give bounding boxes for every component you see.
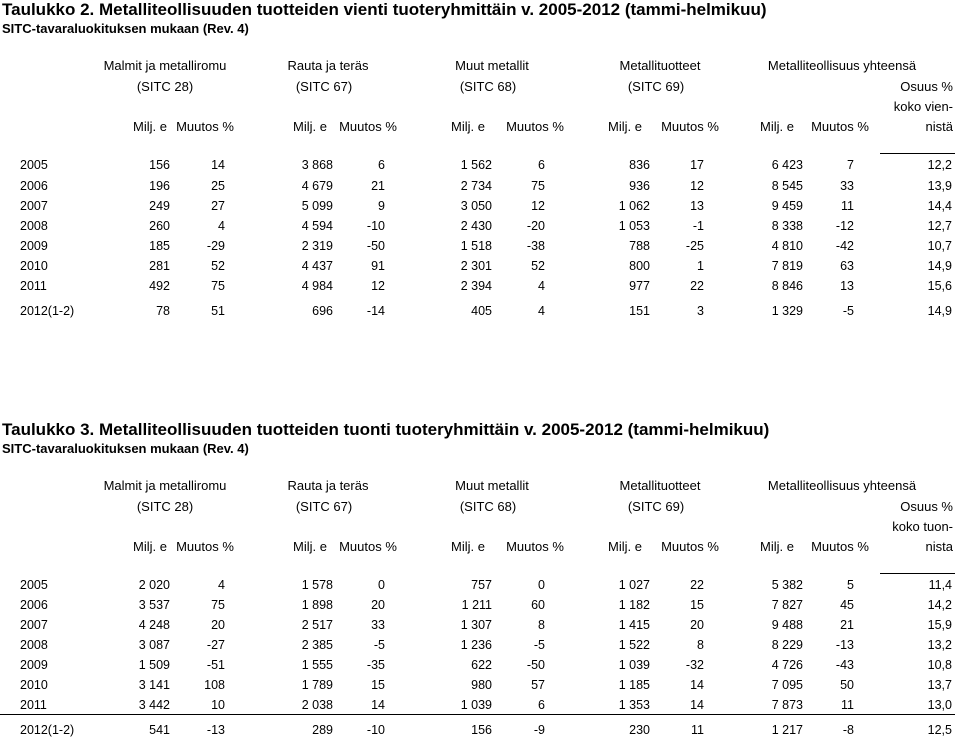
table3-cell: 11,4: [928, 578, 952, 592]
table2-cell: 4 984: [301, 279, 333, 293]
table3-title: Taulukko 3. Metalliteollisuuden tuotteiden tuonti tuoteryhmittäin v. 2005-2012 (tammi-helmikuu): [2, 420, 770, 439]
table2-cell: 14,9: [927, 259, 952, 273]
table2-change-label: Muutos %: [661, 119, 719, 134]
table2-group-name: Rauta ja teräs: [287, 58, 369, 73]
table2-cell: 9: [378, 199, 385, 213]
table3-subtitle: SITC-tavaraluokituksen mukaan (Rev. 4): [2, 441, 249, 456]
table2-group-code: (SITC 28): [136, 79, 194, 94]
table2-cell: 2 394: [460, 279, 492, 293]
table3-row-year: 2012(1-2): [20, 723, 75, 737]
table2-cell: 52: [211, 259, 225, 273]
table3-cell: 5 382: [771, 578, 803, 592]
table3-row-year: 2010: [20, 678, 48, 692]
table2-cell: 33: [840, 179, 854, 193]
table2-row-year: 2007: [20, 199, 48, 213]
table3-group-code: (SITC 68): [459, 499, 517, 514]
table2-cell: -12: [835, 219, 854, 233]
table3-cell: 0: [538, 578, 545, 592]
table3-cell: 1 039: [460, 698, 492, 712]
table3-cell: 1 307: [460, 618, 492, 632]
table2-header-rule: [880, 153, 955, 154]
table3-group-name: Malmit ja metalliromu: [103, 478, 227, 493]
table3-row-year: 2005: [20, 578, 48, 592]
table3-cell: 20: [211, 618, 225, 632]
table3-cell: 622: [471, 658, 492, 672]
table3-cell: 1 789: [301, 678, 333, 692]
table2-row-year: 2012(1-2): [20, 304, 75, 318]
table3-unit-label: Milj. e: [133, 539, 167, 554]
table2-cell: 2 430: [460, 219, 492, 233]
table2-group-code: (SITC 67): [295, 79, 353, 94]
table2-unit-label: Milj. e: [760, 119, 794, 134]
table2-cell: 91: [371, 259, 385, 273]
table2-row-year: 2006: [20, 179, 48, 193]
table3-cell: 13,7: [927, 678, 952, 692]
table3-change-label: Muutos %: [811, 539, 869, 554]
table2-cell: 17: [690, 158, 704, 172]
table3-cell: 4 726: [771, 658, 803, 672]
table2-cell: -5: [842, 304, 854, 318]
table2-cell: 4: [538, 304, 545, 318]
table2-unit-label: Milj. e: [133, 119, 167, 134]
table2-cell: 63: [840, 259, 854, 273]
table3-cell: 8: [697, 638, 704, 652]
table3-cell: 1 555: [301, 658, 333, 672]
table2-cell: -50: [366, 239, 385, 253]
table3-cell: 15: [690, 598, 704, 612]
table2-row-year: 2008: [20, 219, 48, 233]
table3-unit-label: Milj. e: [760, 539, 794, 554]
table2-cell: 75: [531, 179, 545, 193]
table3-cell: -9: [533, 723, 545, 737]
table3-cell: 15: [371, 678, 385, 692]
table2-group-name: Malmit ja metalliromu: [103, 58, 227, 73]
table2-cell: 12: [371, 279, 385, 293]
table3-group-code: (SITC 67): [295, 499, 353, 514]
table3-cell: 2 517: [301, 618, 333, 632]
table2-cell: 6 423: [771, 158, 803, 172]
table2-row-year: 2009: [20, 239, 48, 253]
table3-bottom-rule: [0, 714, 955, 715]
table2-unit-label: Milj. e: [451, 119, 485, 134]
table2-cell: 249: [149, 199, 170, 213]
table3-cell: 1 236: [460, 638, 492, 652]
table3-cell: -32: [685, 658, 704, 672]
table2-cell: -20: [526, 219, 545, 233]
table2-cell: 492: [149, 279, 170, 293]
table2-cell: 977: [629, 279, 650, 293]
table3-cell: 10: [211, 698, 225, 712]
table2-change-label: Muutos %: [811, 119, 869, 134]
table2-group-name: Metalliteollisuus yhteensä: [767, 58, 917, 73]
table3-unit-label: Milj. e: [608, 539, 642, 554]
table3-unit-label: Milj. e: [293, 539, 327, 554]
table3-share-header: nista: [925, 539, 953, 554]
table2-cell: 12,7: [927, 219, 952, 233]
table3-cell: 1 027: [618, 578, 650, 592]
table3-cell: 1 039: [618, 658, 650, 672]
table3-group-name: Metalliteollisuus yhteensä: [767, 478, 917, 493]
table2-share-header: koko vien-: [893, 99, 953, 114]
table3-cell: -5: [533, 638, 545, 652]
table3-row-year: 2006: [20, 598, 48, 612]
table2-unit-label: Milj. e: [608, 119, 642, 134]
table3-cell: 8 229: [771, 638, 803, 652]
table3-group-code: (SITC 69): [627, 499, 685, 514]
table3-row-year: 2007: [20, 618, 48, 632]
table2-cell: 12,2: [927, 158, 952, 172]
table2-cell: 260: [149, 219, 170, 233]
table3-cell: -50: [526, 658, 545, 672]
table2-cell: -1: [692, 219, 704, 233]
table3-cell: 33: [371, 618, 385, 632]
table2-cell: 9 459: [771, 199, 803, 213]
table3-cell: 757: [471, 578, 492, 592]
table3-change-label: Muutos %: [176, 539, 234, 554]
table3-cell: 6: [538, 698, 545, 712]
table2-cell: 13: [690, 199, 704, 213]
table2-cell: 4: [218, 219, 225, 233]
table3-cell: 14: [690, 678, 704, 692]
table3-row-year: 2009: [20, 658, 48, 672]
table2-cell: 405: [471, 304, 492, 318]
table2-cell: 2 734: [460, 179, 492, 193]
table2-cell: -14: [366, 304, 385, 318]
table2-cell: 12: [531, 199, 545, 213]
table3-cell: 60: [531, 598, 545, 612]
table3-cell: 15,9: [927, 618, 952, 632]
table2-cell: 4: [538, 279, 545, 293]
table2-group-name: Muut metallit: [455, 58, 529, 73]
table2-cell: 1 562: [460, 158, 492, 172]
table2-group-code: (SITC 69): [627, 79, 685, 94]
table3-cell: -8: [842, 723, 854, 737]
table2-cell: 151: [629, 304, 650, 318]
table3-cell: 20: [690, 618, 704, 632]
table3-cell: -13: [835, 638, 854, 652]
table3-cell: 1 415: [618, 618, 650, 632]
table3-cell: 20: [371, 598, 385, 612]
table3-cell: 4: [218, 578, 225, 592]
table3-cell: 14: [371, 698, 385, 712]
table2-cell: 51: [211, 304, 225, 318]
table2-cell: 936: [629, 179, 650, 193]
table3-group-name: Muut metallit: [455, 478, 529, 493]
table2-cell: 8 846: [771, 279, 803, 293]
table3-cell: -43: [835, 658, 854, 672]
table2-change-label: Muutos %: [506, 119, 564, 134]
table2-cell: 7 819: [771, 259, 803, 273]
table2-cell: -42: [835, 239, 854, 253]
table3-cell: 12,5: [927, 723, 952, 737]
table2-cell: -10: [366, 219, 385, 233]
table2-cell: 52: [531, 259, 545, 273]
table3-cell: 1 898: [301, 598, 333, 612]
table3-cell: 3 087: [138, 638, 170, 652]
table2-cell: 696: [312, 304, 333, 318]
table3-cell: 1 182: [618, 598, 650, 612]
table3-row-year: 2008: [20, 638, 48, 652]
table2-title: Taulukko 2. Metalliteollisuuden tuotteiden vienti tuoteryhmittäin v. 2005-2012 (tammi-helmikuu): [2, 0, 767, 19]
table2-cell: 14: [211, 158, 225, 172]
table3-cell: 45: [840, 598, 854, 612]
table3-cell: 3 442: [138, 698, 170, 712]
table2-row-year: 2011: [20, 279, 47, 293]
table2-cell: 156: [149, 158, 170, 172]
table3-cell: 2 038: [301, 698, 333, 712]
table2-cell: 13: [840, 279, 854, 293]
table3-change-label: Muutos %: [661, 539, 719, 554]
table3-cell: 1 509: [138, 658, 170, 672]
table3-cell: 4 248: [138, 618, 170, 632]
table2-cell: 2 301: [460, 259, 492, 273]
table3-row-year: 2011: [20, 698, 47, 712]
table3-cell: 9 488: [771, 618, 803, 632]
table3-cell: -13: [206, 723, 225, 737]
table2-unit-label: Milj. e: [293, 119, 327, 134]
table2-cell: 8 338: [771, 219, 803, 233]
table3-cell: 980: [471, 678, 492, 692]
table3-cell: 22: [690, 578, 704, 592]
table3-cell: 57: [531, 678, 545, 692]
table3-cell: 14,2: [927, 598, 952, 612]
table3-cell: -5: [373, 638, 385, 652]
table2-cell: 3 050: [460, 199, 492, 213]
table3-cell: 2 020: [138, 578, 170, 592]
table2-cell: 6: [538, 158, 545, 172]
table3-cell: 21: [840, 618, 854, 632]
table3-cell: 7 095: [771, 678, 803, 692]
table3-change-label: Muutos %: [506, 539, 564, 554]
table2-cell: 1 062: [618, 199, 650, 213]
table2-cell: 78: [156, 304, 170, 318]
table3-cell: 1 522: [618, 638, 650, 652]
table3-cell: 5: [847, 578, 854, 592]
table2-cell: -38: [526, 239, 545, 253]
table2-cell: 788: [629, 239, 650, 253]
table3-cell: 13,2: [927, 638, 952, 652]
table3-cell: 108: [204, 678, 225, 692]
table2-cell: 4 437: [301, 259, 333, 273]
table2-cell: 800: [629, 259, 650, 273]
table2-cell: -25: [685, 239, 704, 253]
table3-cell: 230: [629, 723, 650, 737]
table2-cell: 2 319: [301, 239, 333, 253]
table3-cell: 50: [840, 678, 854, 692]
table3-group-name: Rauta ja teräs: [287, 478, 369, 493]
table3-cell: -35: [366, 658, 385, 672]
table2-cell: 14,4: [927, 199, 952, 213]
table2-subtitle: SITC-tavaraluokituksen mukaan (Rev. 4): [2, 21, 249, 36]
table3-cell: -27: [206, 638, 225, 652]
table3-cell: 8: [538, 618, 545, 632]
table2-row-year: 2005: [20, 158, 48, 172]
table2-cell: 281: [149, 259, 170, 273]
table2-cell: 5 099: [301, 199, 333, 213]
table2-cell: 4 594: [301, 219, 333, 233]
table2-cell: 27: [211, 199, 225, 213]
table2-cell: 6: [378, 158, 385, 172]
table3-group-code: (SITC 28): [136, 499, 194, 514]
table3-cell: 7 873: [771, 698, 803, 712]
table2-cell: 1 518: [460, 239, 492, 253]
table2-cell: 22: [690, 279, 704, 293]
table2-cell: 7: [847, 158, 854, 172]
table2-cell: 1 329: [771, 304, 803, 318]
table3-cell: 2 385: [301, 638, 333, 652]
table3-cell: 289: [312, 723, 333, 737]
table3-cell: 1 578: [301, 578, 333, 592]
table2-cell: 11: [841, 199, 854, 213]
table2-group-name: Metallituotteet: [619, 58, 701, 73]
table2-cell: 12: [690, 179, 704, 193]
table3-cell: 11: [691, 723, 704, 737]
table3-cell: 13,0: [927, 698, 952, 712]
table3-cell: 1 217: [771, 723, 803, 737]
table3-cell: 11: [841, 698, 854, 712]
table2-cell: 4 810: [771, 239, 803, 253]
table2-cell: 8 545: [771, 179, 803, 193]
table2-cell: 75: [211, 279, 225, 293]
table3-cell: -51: [206, 658, 225, 672]
table2-cell: 4 679: [301, 179, 333, 193]
table3-cell: 3 141: [138, 678, 170, 692]
table3-cell: 0: [378, 578, 385, 592]
table2-cell: 25: [211, 179, 225, 193]
table2-cell: 1 053: [618, 219, 650, 233]
table3-cell: -10: [366, 723, 385, 737]
table2-cell: 10,7: [927, 239, 952, 253]
table2-share-header: Osuus %: [900, 79, 953, 94]
table3-cell: 156: [471, 723, 492, 737]
table3-cell: 14: [690, 698, 704, 712]
table2-cell: 21: [371, 179, 385, 193]
table3-unit-label: Milj. e: [451, 539, 485, 554]
table3-cell: 75: [211, 598, 225, 612]
table3-cell: 10,8: [927, 658, 952, 672]
table3-cell: 3 537: [138, 598, 170, 612]
table3-cell: 7 827: [771, 598, 803, 612]
table2-cell: 14,9: [927, 304, 952, 318]
table2-row-year: 2010: [20, 259, 48, 273]
table3-cell: 1 211: [461, 598, 492, 612]
table2-cell: 3 868: [301, 158, 333, 172]
table2-cell: 196: [149, 179, 170, 193]
table2-cell: 3: [697, 304, 704, 318]
table3-change-label: Muutos %: [339, 539, 397, 554]
table2-cell: -29: [206, 239, 225, 253]
table2-change-label: Muutos %: [339, 119, 397, 134]
table3-group-name: Metallituotteet: [619, 478, 701, 493]
table2-cell: 13,9: [927, 179, 952, 193]
table2-group-code: (SITC 68): [459, 79, 517, 94]
table2-cell: 836: [629, 158, 650, 172]
table2-share-header: nistä: [925, 119, 953, 134]
table3-share-header: koko tuon-: [892, 519, 953, 534]
table3-cell: 1 353: [618, 698, 650, 712]
table3-share-header: Osuus %: [900, 499, 953, 514]
table3-cell: 1 185: [618, 678, 650, 692]
table2-cell: 185: [149, 239, 170, 253]
table3-cell: 541: [149, 723, 170, 737]
table3-header-rule: [880, 573, 955, 574]
table2-cell: 15,6: [927, 279, 952, 293]
table2-change-label: Muutos %: [176, 119, 234, 134]
table2-cell: 1: [697, 259, 704, 273]
